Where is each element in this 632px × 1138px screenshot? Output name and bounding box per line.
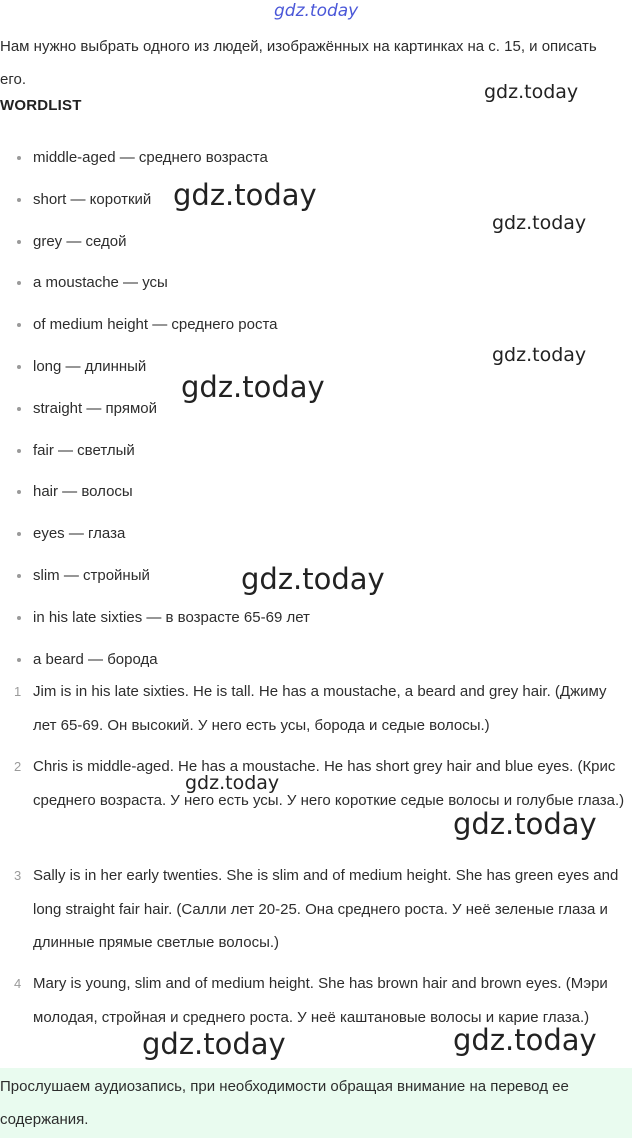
list-item: a moustache — усы bbox=[0, 266, 310, 308]
bullet-icon bbox=[17, 365, 21, 369]
bullet-icon bbox=[17, 240, 21, 244]
list-item: fair — светлый bbox=[0, 434, 310, 476]
wordlist bbox=[0, 141, 310, 684]
sentence-item bbox=[0, 750, 632, 859]
sentence-text: Sally is in her early twenties. She is slim and of medium height. She has green eyes and long straight fair hair. (Салли лет 20-25. Она среднего роста. У неё зеленые глаза и длинные прямые светлые волосы.) bbox=[33, 867, 619, 951]
sentence-item bbox=[0, 967, 632, 1067]
sentence-number: 4 bbox=[14, 976, 22, 991]
sentence-text: Chris is middle-aged. He has a moustache. He has short grey hair and blue eyes. (Крис среднего возраста. У него есть усы. У него короткие седые волосы и голубые глаза.) bbox=[33, 758, 625, 809]
list-item: a beard — борода bbox=[0, 643, 310, 685]
sentence-number: 2 bbox=[14, 759, 22, 774]
watermark: gdz.today bbox=[142, 1027, 286, 1061]
bullet-icon bbox=[17, 616, 21, 620]
bullet-icon bbox=[17, 198, 21, 202]
watermark: gdz.today bbox=[241, 562, 385, 596]
sentence-list bbox=[0, 675, 632, 1067]
watermark: gdz.today bbox=[173, 178, 317, 212]
bullet-icon bbox=[17, 281, 21, 285]
bullet-icon bbox=[17, 407, 21, 411]
watermark: gdz.today bbox=[492, 212, 587, 234]
list-item: in his late sixties — в возрасте 65-69 лет bbox=[0, 601, 310, 643]
list-item: straight — прямой bbox=[0, 392, 310, 434]
wordlist-heading: WORDLIST bbox=[0, 97, 82, 114]
list-item: short — короткий bbox=[0, 183, 310, 225]
footer-text: Прослушаем аудиозапись, при необходимости обращая внимание на перевод ее содержания. bbox=[0, 1078, 569, 1128]
list-item: slim — стройный bbox=[0, 559, 310, 601]
watermark: gdz.today bbox=[185, 772, 280, 794]
intro-text: Нам нужно выбрать одного из людей, изображённых на картинках на с. 15, и описать его. bbox=[0, 38, 597, 88]
watermark: gdz.today bbox=[484, 81, 579, 103]
sentence-number: 3 bbox=[14, 868, 22, 883]
sentence-text: Mary is young, slim and of medium height. She has brown hair and brown eyes. (Мэри молодая, стройная и среднего роста. У неё каштановые волосы и карие глаза.) bbox=[33, 975, 608, 1026]
watermark: gdz.today bbox=[453, 807, 597, 841]
watermark: gdz.today bbox=[181, 370, 325, 404]
bullet-icon bbox=[17, 449, 21, 453]
bullet-icon bbox=[17, 658, 21, 662]
watermark: gdz.today bbox=[453, 1023, 597, 1057]
sentence-item bbox=[0, 675, 632, 750]
bullet-icon bbox=[17, 574, 21, 578]
footer-note bbox=[0, 1068, 632, 1138]
bullet-icon bbox=[17, 532, 21, 536]
bullet-icon bbox=[17, 323, 21, 327]
list-item: middle-aged — среднего возраста bbox=[0, 141, 310, 183]
sentence-text: Jim is in his late sixties. He is tall. He has a moustache, a beard and grey hair. (Джиму лет 65-69. Он высокий. У него есть усы, борода и седые волосы.) bbox=[33, 683, 607, 734]
list-item: long — длинный bbox=[0, 350, 310, 392]
list-item: eyes — глаза bbox=[0, 517, 310, 559]
sentence-item bbox=[0, 859, 632, 967]
sentence-number: 1 bbox=[14, 684, 22, 699]
watermark-top: gdz.today bbox=[274, 1, 359, 21]
list-item: hair — волосы bbox=[0, 475, 310, 517]
watermark: gdz.today bbox=[492, 344, 587, 366]
list-item: of medium height — среднего роста bbox=[0, 308, 310, 350]
list-item: grey — седой bbox=[0, 225, 310, 267]
bullet-icon bbox=[17, 156, 21, 160]
bullet-icon bbox=[17, 490, 21, 494]
